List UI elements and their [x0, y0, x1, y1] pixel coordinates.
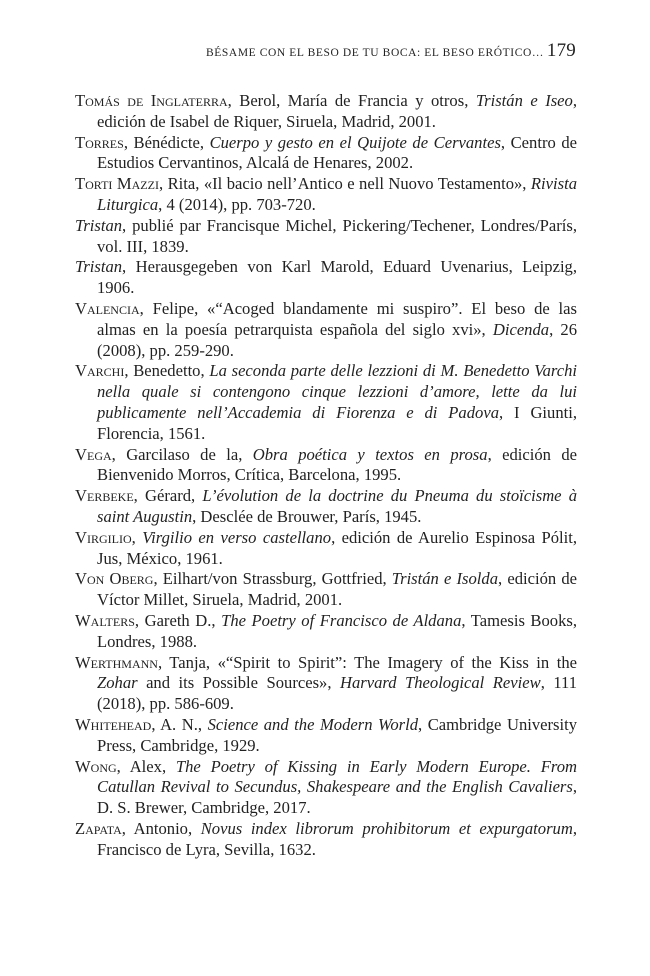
entry-text: , Cambridge University Press, Cambridge, 1929.	[97, 714, 578, 755]
entry-text: , Centro de Estudios Cervantinos, Alcalá de Henares, 2002.	[97, 132, 577, 173]
bibliography-entry	[75, 528, 577, 570]
entry-text: and its Possible Sources»,	[137, 673, 340, 693]
author-surname: Valencia	[75, 298, 140, 318]
page-number: 179	[546, 40, 576, 61]
work-title: Cuerpo y gesto en el Quijote de Cervantes	[209, 132, 501, 152]
entry-text: , edición de Aurelio Espinosa Pólit, Jus, México, 1961.	[97, 527, 577, 568]
bibliography-entry	[75, 486, 577, 528]
work-title: Dicenda	[492, 319, 550, 339]
author-surname: Torti Mazzi	[75, 174, 159, 194]
bibliography-entry	[75, 445, 577, 487]
entry-text: , Alex,	[116, 756, 176, 776]
bibliography-entry	[75, 91, 577, 133]
running-title: BÉSAME CON EL BESO DE TU BOCA: EL BESO ERÓTICO…	[206, 47, 544, 59]
bibliography-entry	[75, 133, 577, 175]
bibliography-entry	[75, 653, 577, 715]
entry-text: , Bénédicte,	[123, 132, 210, 152]
bibliography-entry	[75, 819, 577, 861]
entry-text: , Herausgegeben von Karl Marold, Eduard Uvenarius, Leipzig, 1906.	[97, 257, 577, 298]
running-head	[0, 38, 650, 64]
entry-text: , Gérard,	[133, 486, 203, 506]
work-title: Obra poética y textos en prosa	[252, 444, 488, 464]
author-surname: Vega	[75, 444, 112, 464]
author-surname: Verbeke	[75, 486, 134, 506]
author-surname: Zapata	[75, 818, 122, 838]
work-title: The Poetry of Kissing in Early Modern Europe. From Catullan Revival to Secundus, Shakespeare and the English Cavaliers	[97, 756, 577, 797]
work-title: Tristán e Iseo	[475, 91, 573, 110]
entry-text: ,	[131, 527, 143, 547]
entry-text: , I Giunti, Florencia, 1561.	[97, 402, 577, 443]
entry-text: , A. N.,	[151, 714, 208, 734]
work-title: Science and the Modern World	[207, 714, 419, 734]
entry-text: , Eilhart/von Strassburg, Gottfried,	[153, 569, 392, 589]
entry-text: , D. S. Brewer, Cambridge, 2017.	[97, 777, 577, 818]
author-surname: Varchi	[75, 361, 125, 381]
author-surname: Von Oberg	[75, 569, 154, 589]
bibliography-entry	[75, 757, 577, 819]
work-title: Tristán e Isolda	[391, 569, 499, 589]
bibliography-list	[75, 91, 577, 860]
entry-text: , Berol, María de Francia y otros,	[227, 91, 476, 110]
entry-text: , Garcilaso de la,	[111, 444, 253, 464]
entry-text: , Rita, «Il bacio nell’Antico e nell Nuovo Testamento»,	[158, 174, 531, 194]
entry-text: , Benedetto,	[124, 361, 210, 381]
work-title: Zohar	[97, 673, 138, 693]
work-title: Novus index librorum prohibitorum et expurgatorum	[200, 818, 573, 838]
bibliography-entry	[75, 299, 577, 361]
author-surname: Wong	[75, 756, 117, 776]
bibliography-entry	[75, 715, 577, 757]
author-surname: Werthmann	[75, 652, 158, 672]
entry-text: , Francisco de Lyra, Sevilla, 1632.	[97, 818, 577, 859]
work-title: Tristan	[75, 257, 123, 277]
entry-text: , 26 (2008), pp. 259-290.	[97, 319, 577, 360]
entry-text: , Tamesis Books, Londres, 1988.	[97, 610, 577, 651]
entry-text: , Felipe, «“Acoged blandamente mi suspiro”. El beso de las almas en la poesía petrarquista española del siglo xvi»,	[97, 298, 577, 339]
author-surname: Tomás de Inglaterra	[75, 91, 228, 110]
entry-text: , 4 (2014), pp. 703-720.	[158, 194, 316, 214]
work-title: The Poetry of Francisco de Aldana	[221, 610, 462, 630]
entry-text: , 111 (2018), pp. 586-609.	[97, 673, 577, 714]
author-surname: Virgilio	[75, 527, 132, 547]
bibliography-entry	[75, 569, 577, 611]
entry-text: , edición de Víctor Millet, Siruela, Madrid, 2001.	[97, 569, 577, 610]
work-title: Harvard Theological Review	[339, 673, 541, 693]
entry-text: , Desclée de Brouwer, París, 1945.	[192, 506, 422, 526]
entry-text: , edición de Isabel de Riquer, Siruela, Madrid, 2001.	[97, 91, 577, 131]
entry-text: , publié par Francisque Michel, Pickering/Techener, Londres/París, vol. III, 1839.	[97, 215, 577, 256]
bibliography-entry	[75, 216, 577, 258]
author-surname: Whitehead	[75, 714, 152, 734]
author-surname: Torres	[75, 132, 124, 152]
author-surname: Walters	[75, 610, 135, 630]
bibliography-entry	[75, 257, 577, 299]
entry-text: , Gareth D.,	[134, 610, 222, 630]
bibliography-entry	[75, 611, 577, 653]
work-title: Virgilio en verso castellano	[142, 527, 332, 547]
work-title: L’évolution de la doctrine du Pneuma du stoïcisme à saint Augustin	[97, 486, 578, 526]
entry-text: , Tanja, «“Spirit to Spirit”: The Imagery of the Kiss in the	[157, 652, 577, 672]
entry-text: , edición de Bienvenido Morros, Crítica, Barcelona, 1995.	[97, 444, 578, 485]
work-title: Rivista Liturgica	[97, 174, 577, 214]
bibliography-entry	[75, 174, 577, 216]
entry-text: , Antonio,	[121, 818, 201, 838]
bibliography-entry	[75, 361, 577, 444]
work-title: Tristan	[75, 215, 123, 235]
work-title: La seconda parte delle lezzioni di M. Benedetto Varchi nella quale si contengono cinque lezzioni d’amore, lette da lui publicamente nell’Accademia di Fiorenza e di Padova	[97, 361, 577, 422]
